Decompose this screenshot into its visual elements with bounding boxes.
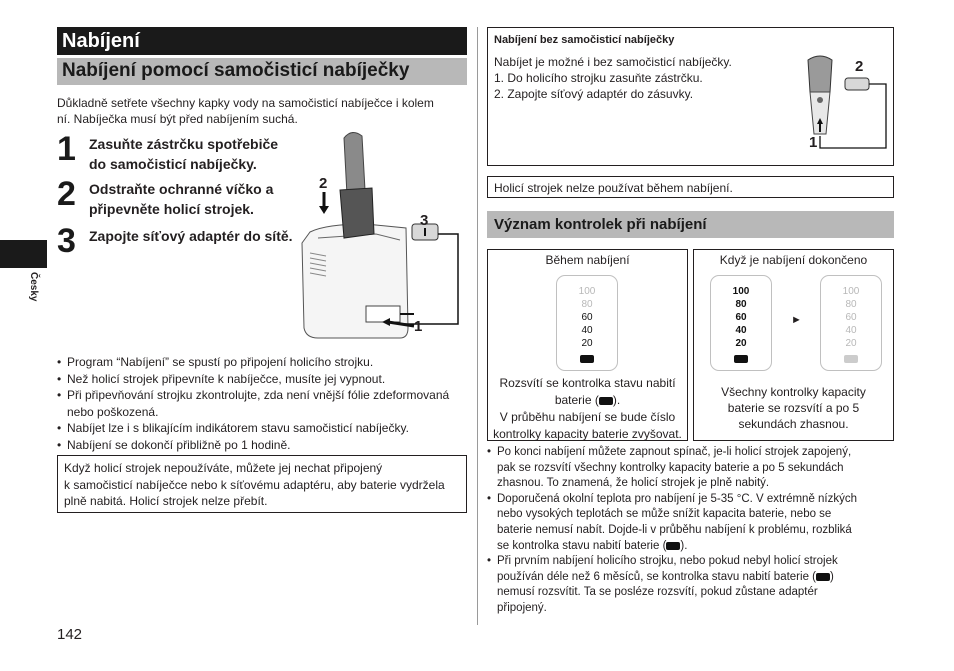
level-40: 40 bbox=[581, 325, 593, 336]
battery-indicator-full bbox=[710, 275, 772, 371]
panel-caption bbox=[488, 375, 687, 443]
panel-title: Během nabíjení bbox=[545, 253, 630, 267]
step-3 bbox=[57, 222, 297, 270]
step-2 bbox=[57, 175, 297, 223]
language-label: Česky bbox=[28, 272, 39, 302]
bullet-line: používán déle než 6 měsíců, se kontrolka stavu nabití baterie ( ) bbox=[497, 570, 834, 583]
note-line: Když holicí strojek nepoužíváte, můžete jej nechat připojený bbox=[64, 461, 383, 475]
charger-illustration bbox=[296, 128, 472, 340]
plug-icon bbox=[580, 355, 594, 363]
caption-line: sekundách zhasnou. bbox=[738, 417, 849, 431]
bullet-line: připojený. bbox=[497, 601, 547, 614]
level-80: 80 bbox=[845, 299, 857, 310]
level-60-blinking: 60 bbox=[581, 312, 593, 323]
battery-indicator bbox=[556, 275, 618, 371]
level-20: 20 bbox=[581, 338, 593, 349]
panel-caption bbox=[694, 384, 893, 432]
step-text: Zapojte síťový adaptér do sítě. bbox=[89, 228, 293, 244]
subsection-title: Nabíjení pomocí samočisticí nabíječky bbox=[57, 58, 467, 85]
bullet-item: • Než holicí strojek připevníte k nabíječce, musíte jej vypnout. bbox=[57, 371, 472, 388]
bullet-line: zhasnou. To znamená, že holicí strojek je plně nabitý. bbox=[497, 477, 770, 490]
bullet-item: • Nabíjet lze i s blikajícím indikátorem stavu samočisticí nabíječky. bbox=[57, 420, 472, 437]
note-line: plně nabitá. Holicí strojek nelze přebít. bbox=[64, 494, 268, 509]
intro-text bbox=[57, 95, 467, 127]
indicator-section-title: Význam kontrolek při nabíjení bbox=[487, 211, 894, 238]
box-line: 2. Zapojte síťový adaptér do zásuvky. bbox=[494, 87, 694, 101]
battery-indicator-off bbox=[820, 275, 882, 371]
caption-line: Všechny kontrolky kapacity bbox=[721, 385, 866, 399]
plug-icon bbox=[666, 542, 680, 550]
column-divider bbox=[477, 27, 478, 625]
plug-icon bbox=[599, 397, 613, 405]
bullet-line: • Při připevňování strojku zkontrolujte, zda není vnější fólie zdeformovaná bbox=[67, 388, 450, 403]
bullet-item bbox=[487, 554, 894, 616]
bullet-line: pak se rozsvítí všechny kontrolky kapacity baterie a po 5 sekundách bbox=[497, 461, 844, 474]
box-title: Nabíjení bez samočisticí nabíječky bbox=[494, 34, 675, 46]
level-40: 40 bbox=[845, 325, 857, 336]
step-number: 2 bbox=[57, 175, 76, 213]
charging-complete-panel bbox=[693, 249, 894, 441]
level-20: 20 bbox=[735, 338, 747, 349]
step-1 bbox=[57, 130, 297, 178]
section-title: Nabíjení bbox=[57, 27, 467, 55]
level-60: 60 bbox=[735, 312, 747, 323]
arrow-icon: ► bbox=[791, 314, 802, 326]
panel-title: Když je nabíjení dokončeno bbox=[719, 253, 868, 267]
illus-label-3: 3 bbox=[420, 212, 429, 229]
during-charging-panel bbox=[487, 249, 688, 441]
level-60: 60 bbox=[845, 312, 857, 323]
bullet-item: • Nabíjení se dokončí přibližně po 1 hodině. bbox=[57, 437, 472, 454]
step-text: Zasuňte zástrčku spotřebiče do samočisticí nabíječky. bbox=[89, 136, 279, 172]
level-100: 100 bbox=[578, 286, 596, 297]
illus-label-1: 1 bbox=[414, 318, 423, 335]
bullet-item bbox=[57, 387, 472, 420]
bullet-line: nebo poškozená. bbox=[67, 404, 159, 419]
right-bullet-list bbox=[487, 445, 894, 617]
bullet-line: se kontrolka stavu nabití baterie ( ). bbox=[497, 539, 688, 552]
bullet-line: nebo vysokých teplotách se může snížit kapacita baterie, nebo se bbox=[497, 508, 832, 521]
step-number: 1 bbox=[57, 130, 76, 168]
bullet-line: • Při prvním nabíjení holicího strojku, nebo pokud nebyl holicí strojek bbox=[497, 555, 838, 568]
bullet-line: • Doporučená okolní teplota pro nabíjení je 5-35 °C. V extrémně nízkých bbox=[497, 492, 858, 505]
left-bullet-list bbox=[57, 354, 472, 454]
plug-icon bbox=[816, 573, 830, 581]
caption-line: Rozsvítí se kontrolka stavu nabití bbox=[499, 376, 676, 390]
level-20: 20 bbox=[845, 338, 857, 349]
step-text: Odstraňte ochranné víčko a připevněte holicí strojek. bbox=[89, 181, 274, 217]
bullet-item bbox=[487, 492, 894, 554]
bullet-line: • Po konci nabíjení můžete zapnout spínač, je-li holicí strojek zapojený, bbox=[497, 446, 852, 458]
level-100: 100 bbox=[842, 286, 860, 297]
intro-line: Důkladně setřete všechny kapky vody na samočisticí nabíječce i kolem bbox=[57, 96, 434, 110]
box-line: Nabíjet je možné i bez samočisticí nabíječky. bbox=[494, 55, 732, 69]
illus-label-2: 2 bbox=[319, 175, 328, 192]
box-label-1: 1 bbox=[809, 134, 818, 151]
bullet-line: baterie nemusí nabít. Dojde-li v průběhu nabíjení k problému, rozbliká bbox=[497, 523, 852, 536]
level-100: 100 bbox=[732, 286, 750, 297]
note-box bbox=[57, 455, 467, 513]
bullet-item: • Program “Nabíjení” se spustí po připojení holicího strojku. bbox=[57, 354, 472, 371]
level-80: 80 bbox=[735, 299, 747, 310]
bullet-item bbox=[487, 445, 894, 492]
box-label-2: 2 bbox=[855, 58, 864, 75]
note-line: k samočisticí nabíječce nebo k síťovému adaptéru, aby baterie vydržela bbox=[64, 477, 445, 492]
level-80: 80 bbox=[581, 299, 593, 310]
plug-icon bbox=[844, 355, 858, 363]
bullet-line: nemusí rozsvítit. Ta se posléze rozsvítí, pokud zůstane adaptér bbox=[497, 586, 818, 599]
caption-line: V průběhu nabíjení se bude číslo bbox=[499, 410, 676, 424]
step-number: 3 bbox=[57, 222, 76, 260]
warning-box: Holicí strojek nelze používat během nabíjení. bbox=[487, 176, 894, 198]
box-line: 1. Do holicího strojku zasuňte zástrčku. bbox=[494, 71, 703, 85]
level-40: 40 bbox=[735, 325, 747, 336]
page-number: 142 bbox=[57, 626, 83, 643]
intro-line: ní. Nabíječka musí být před nabíjením suchá. bbox=[57, 112, 298, 126]
caption-line: baterie se rozsvítí a po 5 bbox=[727, 401, 860, 415]
language-tab bbox=[0, 240, 47, 268]
plug-icon bbox=[734, 355, 748, 363]
caption-line: kontrolky kapacity baterie zvyšovat. bbox=[493, 427, 682, 441]
caption-line: baterie ( ). bbox=[554, 393, 621, 407]
